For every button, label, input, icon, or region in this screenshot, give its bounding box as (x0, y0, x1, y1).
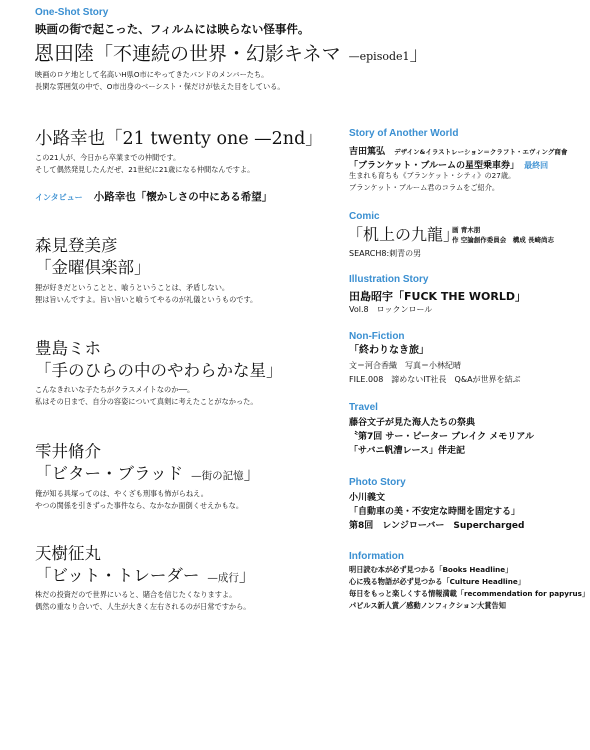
story-title-close: 」 (243, 464, 261, 483)
story-title-bitter[interactable] (35, 463, 260, 487)
story-title-main: 「ビター・ブラッド (35, 464, 184, 483)
right-category: Photo Story (349, 477, 406, 488)
comic-title[interactable]: 「机上の九龍」 (347, 225, 460, 244)
travel-line: 「サバニ帆漕レース」伴走記 (349, 446, 466, 456)
work-title: 「ブランケット・ブルームの星型乗車券」 (349, 161, 520, 171)
story-author: 雫井脩介 (35, 442, 101, 461)
info-item[interactable]: 明日読む本が必ず見つかる「Books Headline」 (349, 565, 513, 574)
story-desc: 偶然の重なり合いで、人生が大きく左右されるのが日常ですから。 (35, 602, 251, 611)
story-author: 豊島ミホ (35, 339, 101, 358)
story-desc: 狸が好きだということと、喰うということは、矛盾しない。 (35, 283, 230, 292)
info-item[interactable]: 毎日をもっと楽しくする情報満載「recommendation for papyrus」 (349, 589, 590, 598)
story-title-kinyo[interactable]: 「金曜倶楽部」 (35, 258, 151, 277)
one-shot-author: 恩田陸 (34, 41, 94, 65)
story-title-bit-trader[interactable] (35, 565, 255, 589)
story-desc: そして偶然発見したんだぜ、21世紀に21歳になる仲間なんですよ。 (35, 165, 255, 174)
travel-line: 〝第7回 サー・ピーター ブレイク メモリアル (349, 432, 534, 442)
interview-line[interactable] (35, 185, 272, 204)
travel-line[interactable]: 藤谷文子が見た海人たちの祭典 (349, 418, 476, 428)
story-desc: やつの関係を引きずった事件なら、なかなか面倒くせえかもな。 (35, 501, 244, 510)
story-title-sub: —街の記憶 (191, 470, 244, 482)
one-shot-title[interactable] (34, 40, 429, 70)
right-category: Illustration Story (349, 274, 429, 285)
right-desc: 生まれも育ちも《ブランケット・シティ》の27歳。 (349, 171, 516, 180)
info-item[interactable]: 心に残る物語が必ず見つかる「Culture Headline」 (349, 577, 525, 586)
illustration-title[interactable]: 田島昭宇「FUCK THE WORLD」 (349, 290, 527, 303)
right-category: Story of Another World (349, 128, 459, 139)
story-desc: 俺が知る具塚ってのは、やくざも刑事も怖がらねえ。 (35, 489, 208, 498)
story-author: 天樹征丸 (35, 544, 101, 563)
right-desc: ブランケット・ブルーム君のコラムをご紹介。 (349, 183, 500, 192)
story-desc: こんなきれいな子たちがクラスメイトなのか──。 (35, 385, 195, 394)
interview-label: インタビュー (35, 193, 83, 202)
story-title-sub: —成行 (207, 572, 239, 584)
nonfiction-title[interactable]: 「終わりなき旅」 (349, 345, 429, 356)
photo-episode: 第8回 レンジローバー Supercharged (349, 521, 525, 531)
story-author: 森見登美彦 (35, 236, 118, 255)
photo-author: 小川義文 (349, 493, 386, 503)
nonfiction-file: FILE.008 諦めないIT社長 Q&Aが世界を結ぶ (349, 375, 521, 384)
final-episode-badge: 最終回 (524, 161, 549, 170)
one-shot-desc-1: 映画のロケ地として名高いH県O市にやってきたバンドのメンバーたち。 (35, 70, 269, 79)
photo-title[interactable]: 「自動車の美・不安定な時間を固定する」 (349, 507, 521, 517)
one-shot-episode: —episode1 (348, 50, 410, 63)
comic-credit-1: 画 青木朋 (452, 226, 481, 234)
right-category: Comic (349, 211, 380, 222)
story-title-shoji[interactable]: 小路幸也「21 twenty one —2nd」 (35, 129, 323, 149)
interview-text: 小路幸也「懐かしさの中にある希望」 (93, 191, 273, 203)
one-shot-work-title: 「不連続の世界・幻影キネマ (94, 43, 341, 65)
one-shot-category: One-Shot Story (35, 7, 109, 18)
illustration-volume: Vol.8 ロックンロール (349, 305, 433, 314)
story-title-hoshi[interactable]: 「手のひらの中のやわらかな星」 (35, 361, 283, 380)
comic-episode: SEARCH8:刺青の男 (349, 249, 422, 258)
one-shot-title-close: 」 (409, 43, 429, 65)
design-credit: デザイン&イラストレーション＝クラフト・エヴィング商會 (394, 148, 568, 156)
one-shot-tagline: 映画の街で起こった、フィルムには映らない怪事件。 (35, 22, 310, 36)
right-category: Information (349, 551, 404, 562)
story-desc: この21人が、今日から卒業までの仲間です。 (35, 153, 181, 162)
right-category: Non-Fiction (349, 331, 405, 342)
nonfiction-credit: 文＝河合香織 写真＝小林紀晴 (349, 361, 461, 370)
story-title-main: 「ビット・トレーダー (35, 566, 200, 585)
story-title-close: 」 (238, 566, 256, 585)
author-name: 吉田篤弘 (349, 147, 386, 157)
one-shot-desc-2: 長閑な雰囲気の中で、O市出身のベーシスト・保だけが怯えた目をしている。 (35, 82, 285, 91)
story-desc: 私はその日まで、自分の容姿について真剣に考えたことがなかった。 (35, 397, 258, 406)
info-item[interactable]: パピルス新人賞／感動ノンフィクション大賞告知 (349, 601, 506, 610)
story-desc: 狸は旨いんですよ。旨い旨いと喰うてやるのが礼儀というものです。 (35, 295, 258, 304)
story-desc: 株だの投資だので世界にいると、賭合を信じたくなりますよ。 (35, 590, 237, 599)
right-category: Travel (349, 402, 378, 413)
comic-credit-2: 作 空論創作委員会 構成 長崎尚志 (452, 236, 555, 244)
